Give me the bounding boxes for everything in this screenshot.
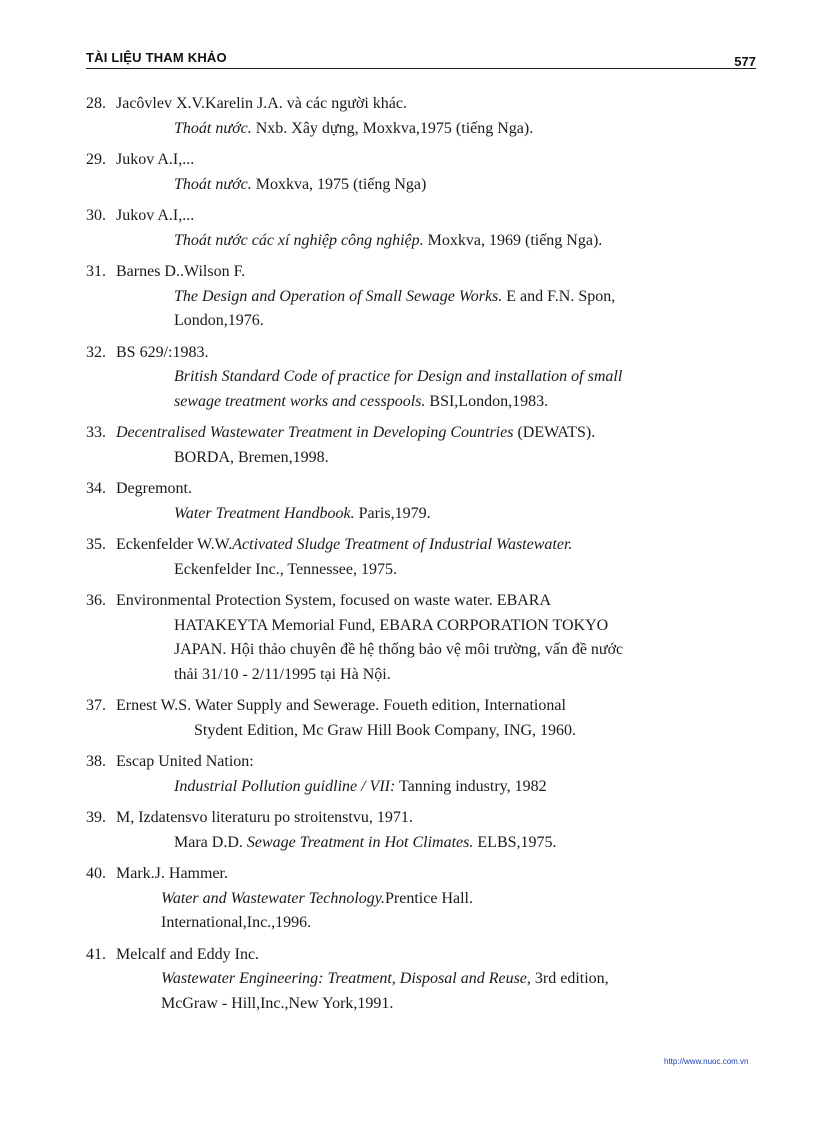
ref-author: M, Izdatensvo literaturu po stroitenstvu, 1971. [116, 809, 413, 826]
reference-36 [86, 589, 766, 687]
ref-title: Decentralised Wastewater Treatment in Developing Countries [116, 424, 514, 441]
ref-number: 36. [86, 592, 106, 609]
ref-title: Wastewater Engineering: Treatment, Disposal and Reuse, [161, 970, 531, 987]
ref-author: Degremont. [116, 480, 192, 497]
reference-35 [86, 533, 766, 582]
ref-title: Water and Wastewater Technology. [161, 889, 386, 907]
reference-40 [86, 862, 766, 936]
ref-author: Escap United Nation: [116, 753, 254, 770]
reference-28 [86, 92, 766, 141]
ref-publisher-cont: International,Inc.,1996. [161, 914, 312, 931]
reference-29 [86, 148, 766, 197]
ref-abbrev: (DEWATS). [513, 424, 596, 441]
ref-number: 35. [86, 536, 106, 553]
ref-publisher: Nxb. Xây dựng, Moxkva,1975 (tiếng Nga). [251, 119, 534, 137]
footer-url-link[interactable]: http://www.nuoc.com.vn [664, 1057, 749, 1066]
section-title: TÀI LIỆU THAM KHẢO [86, 50, 227, 65]
reference-37 [86, 694, 766, 743]
ref-author: Jukov A.I,... [116, 207, 195, 224]
ref-number: 40. [86, 865, 106, 882]
ref-publisher: Eckenfelder Inc., Tennessee, 1975. [174, 560, 397, 578]
ref-author: BS 629/:1983. [116, 343, 209, 361]
reference-32 [86, 341, 766, 415]
ref-text-cont: HATAKEYTA Memorial Fund, EBARA CORPORATION TOKYO [174, 616, 609, 634]
ref-number: 38. [86, 753, 106, 770]
ref-number: 29. [86, 151, 106, 168]
ref-title: British Standard Code of practice for Design and installation of small [174, 368, 623, 385]
ref-title: Water Treatment Handbook. [174, 504, 355, 522]
ref-title: Activated Sludge Treatment of Industrial Wastewater. [232, 536, 573, 553]
reference-38 [86, 750, 766, 799]
ref-number: 28. [86, 95, 106, 112]
ref-publisher: BORDA, Bremen,1998. [174, 448, 329, 466]
reference-list [86, 92, 766, 1023]
ref-author: Melcalf and Eddy Inc. [116, 945, 260, 963]
ref-publisher: Prentice Hall. [385, 889, 473, 907]
ref-author: Jukov A.I,... [116, 151, 195, 168]
ref-title: Sewage Treatment in Hot Climates. [246, 833, 474, 851]
ref-title: Thoát nước. [174, 175, 252, 193]
ref-title: Thoát nước. [174, 119, 252, 137]
ref-number: 41. [86, 945, 106, 963]
ref-publisher-cont: McGraw - Hill,Inc.,New York,1991. [161, 994, 394, 1012]
ref-number: 37. [86, 697, 106, 714]
ref-author-2: Mara D.D. [174, 833, 247, 851]
ref-publisher: 3rd edition, [530, 970, 609, 987]
ref-text-cont: JAPAN. Hội thảo chuyên đề hệ thống bảo vệ môi trường, vấn đề nước [174, 641, 624, 658]
ref-title: The Design and Operation of Small Sewage Works. [174, 287, 503, 305]
reference-30 [86, 204, 766, 253]
reference-41 [86, 943, 766, 1017]
ref-publisher: Moxkva, 1975 (tiếng Nga) [251, 175, 427, 193]
ref-number: 32. [86, 343, 106, 361]
ref-number: 33. [86, 424, 106, 441]
ref-publisher: E and F.N. Spon, [502, 287, 616, 305]
page-header [86, 50, 756, 72]
ref-publisher: ELBS,1975. [473, 833, 557, 851]
page-number: 577 [734, 54, 756, 69]
ref-publisher: BSI,London,1983. [425, 392, 549, 410]
ref-number: 30. [86, 207, 106, 224]
ref-publisher: Moxkva, 1969 (tiếng Nga). [423, 231, 603, 249]
ref-publisher: Paris,1979. [354, 504, 431, 522]
ref-title: Industrial Pollution guidline / VII: [174, 777, 396, 795]
ref-author: Ernest W.S. Water Supply and Sewerage. Foueth edition, International [116, 697, 566, 714]
ref-text-cont: Stydent Edition, Mc Graw Hill Book Company, ING, 1960. [194, 721, 577, 739]
ref-text-cont: thải 31/10 - 2/11/1995 tại Hà Nội. [174, 665, 391, 683]
reference-31 [86, 260, 766, 334]
ref-author: Barnes D..Wilson F. [116, 263, 246, 280]
header-rule [86, 68, 756, 69]
ref-number: 39. [86, 809, 106, 826]
ref-author: Mark.J. Hammer. [116, 865, 228, 882]
reference-33 [86, 421, 766, 470]
ref-author: Eckenfelder W.W. [116, 536, 233, 553]
ref-author: Jacôvlev X.V.Karelin J.A. và các người khác. [116, 95, 407, 112]
ref-publisher: Tanning industry, 1982 [395, 777, 547, 795]
ref-number: 34. [86, 480, 106, 497]
ref-author: Environmental Protection System, focused on waste water. EBARA [116, 592, 552, 609]
reference-34 [86, 477, 766, 526]
reference-39 [86, 806, 766, 855]
ref-number: 31. [86, 263, 106, 280]
ref-title: Thoát nước các xí nghiệp công nghiệp. [174, 231, 424, 249]
ref-publisher-cont: London,1976. [174, 312, 264, 329]
ref-title-cont: sewage treatment works and cesspools. [174, 392, 426, 410]
